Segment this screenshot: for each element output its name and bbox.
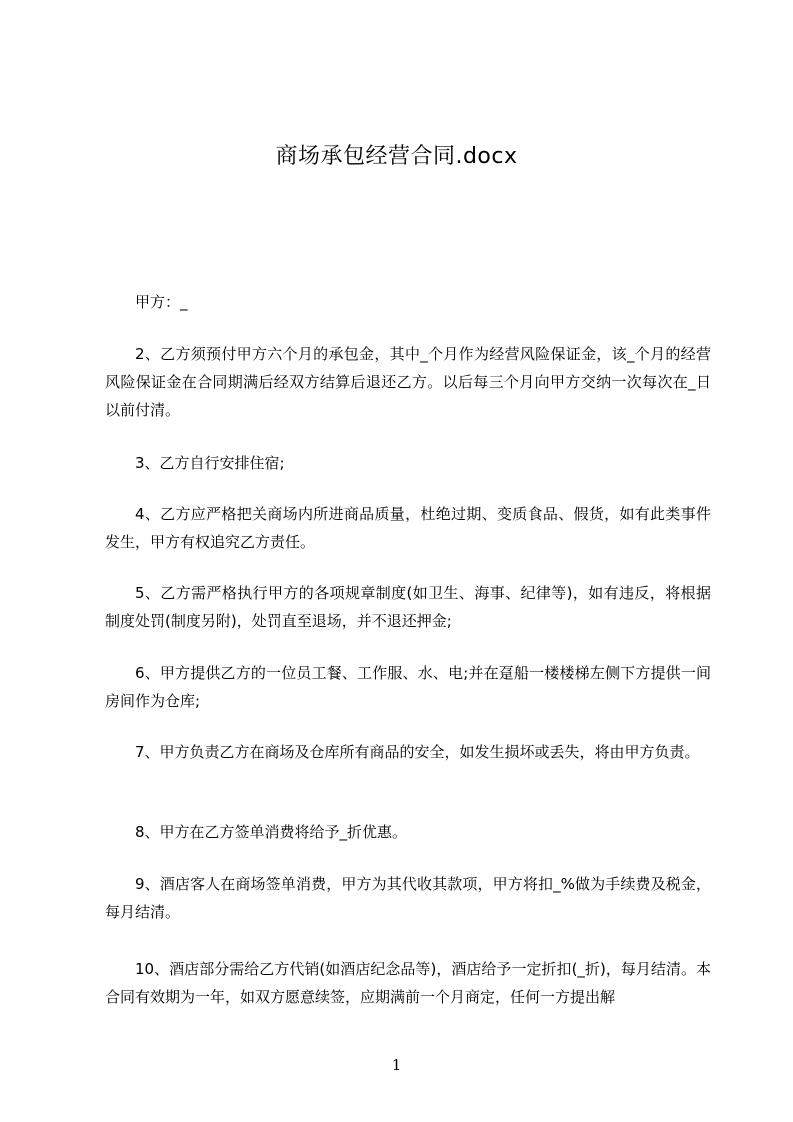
paragraph-clause-10: 10、酒店部分需给乙方代销(如酒店纪念品等)，酒店给予一定折扣(_折)，每月结清。本合同有效期为一年，如双方愿意续签，应期满前一个月商定，任何一方提出解 bbox=[105, 960, 711, 1006]
paragraph-party-a: 甲方：_ bbox=[135, 293, 188, 311]
paragraph-clause-4: 4、乙方应严格把关商场内所进商品质量，杜绝过期、变质食品、假货，如有此类事件发生，甲方有权追究乙方责任。 bbox=[105, 505, 711, 551]
paragraph-clause-7: 7、甲方负责乙方在商场及仓库所有商品的安全，如发生损坏或丢失，将由甲方负责。 bbox=[135, 743, 700, 761]
page-number: 1 bbox=[391, 1056, 402, 1074]
paragraph-clause-5: 5、乙方需严格执行甲方的各项规章制度(如卫生、海事、纪律等)，如有违反，将根据制度处罚(制度另附)，处罚直至退场，并不退还押金; bbox=[105, 584, 711, 630]
paragraph-clause-2: 2、乙方须预付甲方六个月的承包金，其中_个月作为经营风险保证金，该_个月的经营风险保证金在合同期满后经双方结算后退还乙方。以后每三个月向甲方交纳一次每次在_日以前付清。 bbox=[105, 345, 711, 419]
paragraph-clause-6: 6、甲方提供乙方的一位员工餐、工作服、水、电;并在趸船一楼楼梯左侧下方提供一间房间作为仓库; bbox=[105, 664, 711, 710]
paragraph-clause-9: 9、酒店客人在商场签单消费，甲方为其代收其款项，甲方将扣_%做为手续费及税金，每月结清。 bbox=[105, 875, 711, 921]
paragraph-clause-3: 3、乙方自行安排住宿; bbox=[135, 454, 285, 472]
document-title: 商场承包经营合同.docx bbox=[275, 144, 518, 169]
paragraph-clause-8: 8、甲方在乙方签单消费将给予_折优惠。 bbox=[135, 823, 408, 841]
